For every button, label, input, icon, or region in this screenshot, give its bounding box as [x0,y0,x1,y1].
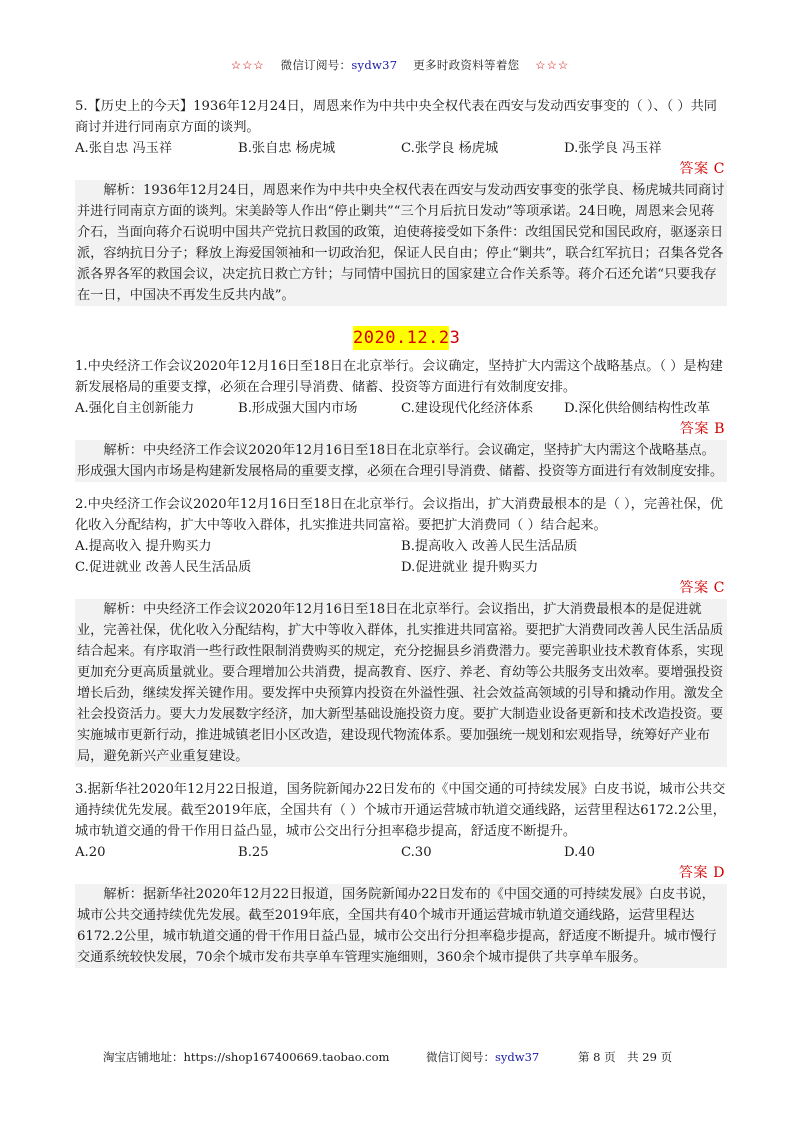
subscribe-label: 微信订阅号： [280,58,352,72]
option-c: C.30 [401,845,432,860]
option-d: D.40 [564,845,596,860]
option-b: B.形成强大国内市场 [238,401,358,416]
star-decoration-right: ☆☆☆ [535,58,570,72]
option-d: D.张学良 冯玉祥 [564,141,662,156]
question-text: 3.据新华社2020年12月22日报道，国务院新闻办22日发布的《中国交通的可持续发展》白皮书说，城市公共交通持续优先发展。截至2019年底，全国共有（ ）个城市开通运营城市轨道交通线路，运营里程达6172.2公里，城市轨道交通的骨干作用日益凸显，城市公交出行分担率稳步提高，舒适度不断提升。 [75,782,726,839]
question-text: 2.中央经济工作会议2020年12月16日至18日在北京举行。会议指出，扩大消费最根本的是（ ），完善社保，优化收入分配结构，扩大中等收入群体，扎实推进共同富裕。要把扩大消费同（ ）结合起来。 [75,497,723,533]
option-row-2 [75,557,727,578]
analysis-text: 解析：中央经济工作会议2020年12月16日至18日在北京举行。会议指出，扩大消费最根本的是促进就业，完善社保，优化收入分配结构，扩大中等收入群体，扎实推进共同富裕。要把扩大消费同改善人民生活品质结合起来。有序取消一些行政性限制消费购买的规定，充分挖掘县乡消费潜力。要完善职业技术教育体系，实现更加充分更高质量就业。要合理增加公共消费，提高教育、医疗、养老、育幼等公共服务支出效率。要增强投资增长后劲，继续发挥关键作用。要发挥中央预算内投资在外溢性强、社会效益高领域的引导和撬动作用。激发全社会投资活力。要大力发展数字经济，加大新型基础设施投资力度。要扩大制造业设备更新和技术改造投资。要实施城市更新行动，推进城镇老旧小区改造，建设现代物流体系。要加强统一规划和宏观指导，统筹好产业布局，避免新兴产业重复建设。 [75,599,727,767]
option-d: D.促进就业 提升购买力 [401,560,539,575]
star-decoration-left: ☆☆☆ [230,58,265,72]
answer-label: 答案 C [679,161,725,177]
option-a: A.强化自主创新能力 [75,401,195,416]
option-b: B.提高收入 改善人民生活品质 [401,539,578,554]
question-text: 5.【历史上的今天】1936年12月24日，周恩来作为中共中央全权代表在西安与发动西安事变的（ ）、（ ）共同商讨并进行同南京方面的谈判。 [75,99,717,135]
wechat-account: sydw37 [495,1050,540,1064]
subscribe-label: 微信订阅号： [426,1050,495,1064]
question-block-2 [75,494,727,767]
question-block-5 [75,96,727,306]
option-a: A.20 [75,845,106,860]
date-heading: 2020.12.23 [353,328,461,348]
main-content [75,96,727,968]
shop-address: 淘宝店铺地址：https://shop167400669.taobao.com [103,1050,390,1064]
option-d: D.深化供给侧结构性改革 [564,401,711,416]
option-row [75,138,727,159]
wechat-account: sydw37 [351,58,398,72]
option-a: A.张自忠 冯玉祥 [75,141,173,156]
analysis-text: 解析：1936年12月24日，周恩来作为中共中央全权代表在西安与发动西安事变的张学良、杨虎城共同商讨并进行同南京方面的谈判。宋美龄等人作出“停止剿共”“三个月后抗日发动”等项承诺。24日晚，周恩来会见蒋介石，当面向蒋介石说明中国共产党抗日救国的政策，迫使蒋接受如下条件：改组国民党和国民政府，驱逐亲日派，容纳抗日分子；释放上海爱国领袖和一切政治犯，保证人民自由；停止“剿共”，联合红军抗日；召集各党各派各界各军的救国会议，决定抗日救亡方针；与同情中国抗日的国家建立合作关系等。蒋介石还允诺“只要我存在一日，中国决不再发生反共内战”。 [75,180,727,306]
answer-label: 答案 D [678,865,725,881]
analysis-text: 解析：中央经济工作会议2020年12月16日至18日在北京举行。会议确定，坚持扩大内需这个战略基点。形成强大国内市场是构建新发展格局的重要支撑，必须在合理引导消费、储蓄、投资等方面进行有效制度安排。 [75,440,727,482]
header-promo-text: 更多时政资料等着您 [413,58,520,72]
analysis-text: 解析：据新华社2020年12月22日报道，国务院新闻办22日发布的《中国交通的可持续发展》白皮书说，城市公共交通持续优先发展。截至2019年底，全国共有40个城市开通运营城市轨道交通线路，运营里程达6172.2公里，城市轨道交通的骨干作用日益凸显，城市公交出行分担率稳步提高，舒适度不断提升。城市慢行交通系统较快发展，70余个城市发布共享单车管理实施细则，360余个城市提供了共享单车服务。 [75,884,727,968]
option-row [75,398,727,419]
page-number: 第 8 页 共 29 页 [578,1050,673,1064]
option-c: C.张学良 杨虎城 [401,141,499,156]
option-b: B.张自忠 杨虎城 [238,141,336,156]
option-b: B.25 [238,845,269,860]
answer-label: 答案 C [679,580,725,596]
option-c: C.促进就业 改善人民生活品质 [75,560,252,575]
option-row [75,842,727,863]
spacer [75,767,727,779]
answer-label: 答案 B [679,421,725,437]
option-a: A.提高收入 提升购买力 [75,539,212,554]
question-block-3 [75,779,727,968]
question-text: 1.中央经济工作会议2020年12月16日至18日在北京举行。会议确定，坚持扩大内需这个战略基点。（ ）是构建新发展格局的重要支撑，必须在合理引导消费、储蓄、投资等方面进行有效制度安排。 [75,359,723,395]
footer-subscribe [426,1049,539,1065]
page-header [0,57,800,73]
spacer [75,482,727,494]
option-row-1 [75,536,727,557]
option-c: C.建设现代化经济体系 [401,401,534,416]
question-block-1 [75,356,727,482]
